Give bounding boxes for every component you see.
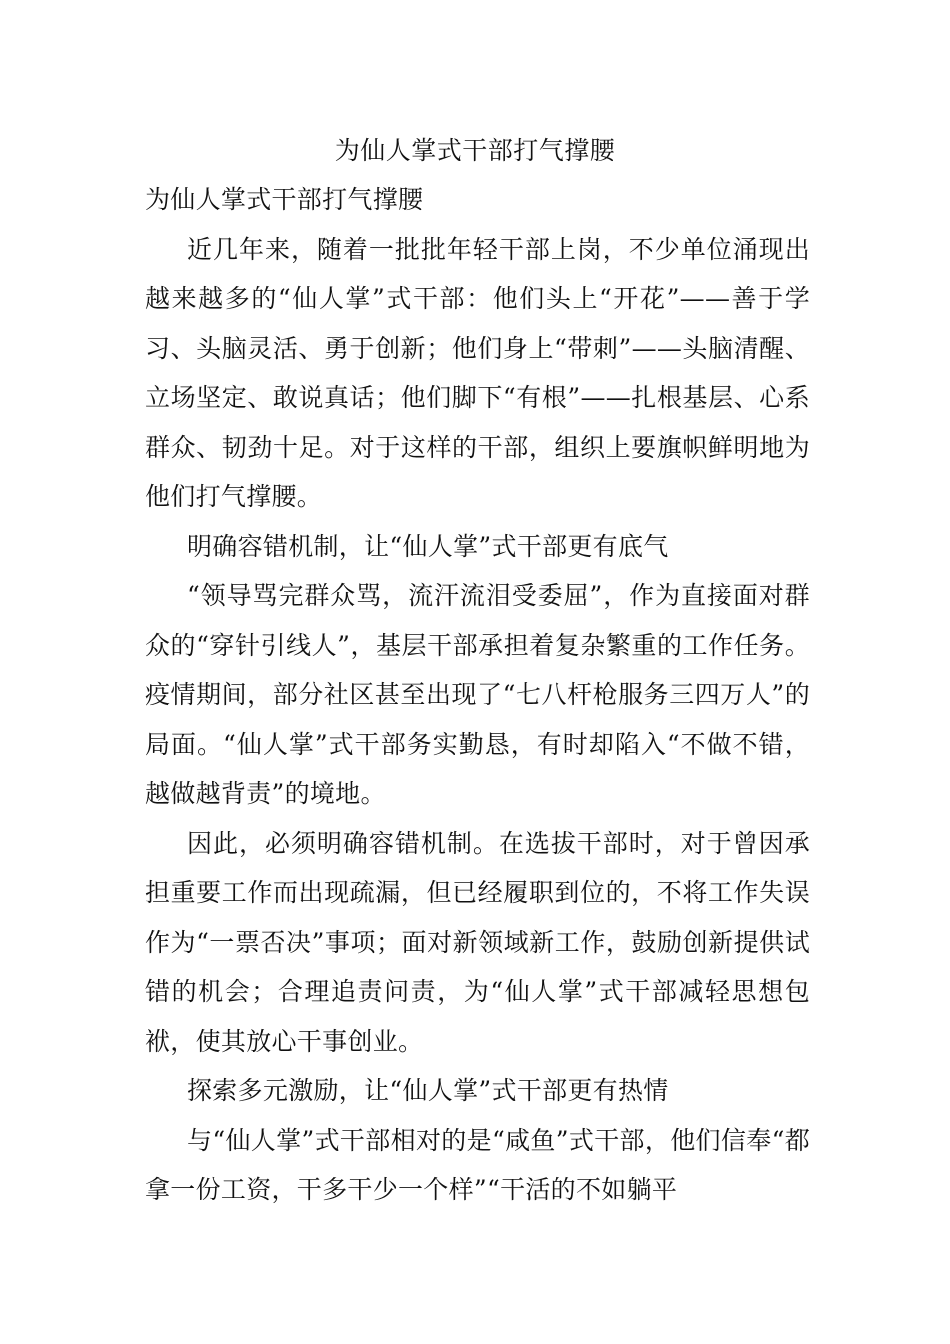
section-heading: 明确容错机制，让“仙人掌”式干部更有底气	[187, 531, 669, 561]
document-body	[145, 175, 810, 1215]
body-paragraph: 与“仙人掌”式干部相对的是“咸鱼”式干部，他们信奉“都拿一份工资，干多干少一个样”“干活的不如躺平	[145, 1125, 810, 1204]
section-heading: 探索多元激励，让“仙人掌”式干部更有热情	[187, 1076, 669, 1105]
body-paragraph: 近几年来，随着一批批年轻干部上岗，不少单位涌现出越来越多的“仙人掌”式干部：他们头上“开花”——善于学习、头脑灵活、勇于创新；他们身上“带刺”——头脑清醒、立场坚定、敢说真话；他们脚下“有根”——扎根基层、心系群众、韧劲十足。对于这样的干部，组织上要旗帜鲜明地为他们打气撑腰。	[145, 234, 810, 511]
subtitle-paragraph: 为仙人掌式干部打气撑腰	[145, 185, 424, 214]
document-title: 为仙人掌式干部打气撑腰	[334, 136, 616, 165]
body-paragraph: “领导骂完群众骂，流汗流泪受委屈”，作为直接面对群众的“穿针引线人”，基层干部承担着复杂繁重的工作任务。疫情期间，部分社区甚至出现了“七八杆枪服务三四万人”的局面。“仙人掌”式干部务实勤恳，有时却陷入“不做不错，越做越背责”的境地。	[145, 581, 810, 808]
body-paragraph: 因此，必须明确容错机制。在选拔干部时，对于曾因承担重要工作而出现疏漏，但已经履职到位的，不将工作失误作为“一票否决”事项；面对新领域新工作，鼓励创新提供试错的机会；合理追责问责，为“仙人掌”式干部减轻思想包袱，使其放心干事创业。	[145, 828, 810, 1056]
